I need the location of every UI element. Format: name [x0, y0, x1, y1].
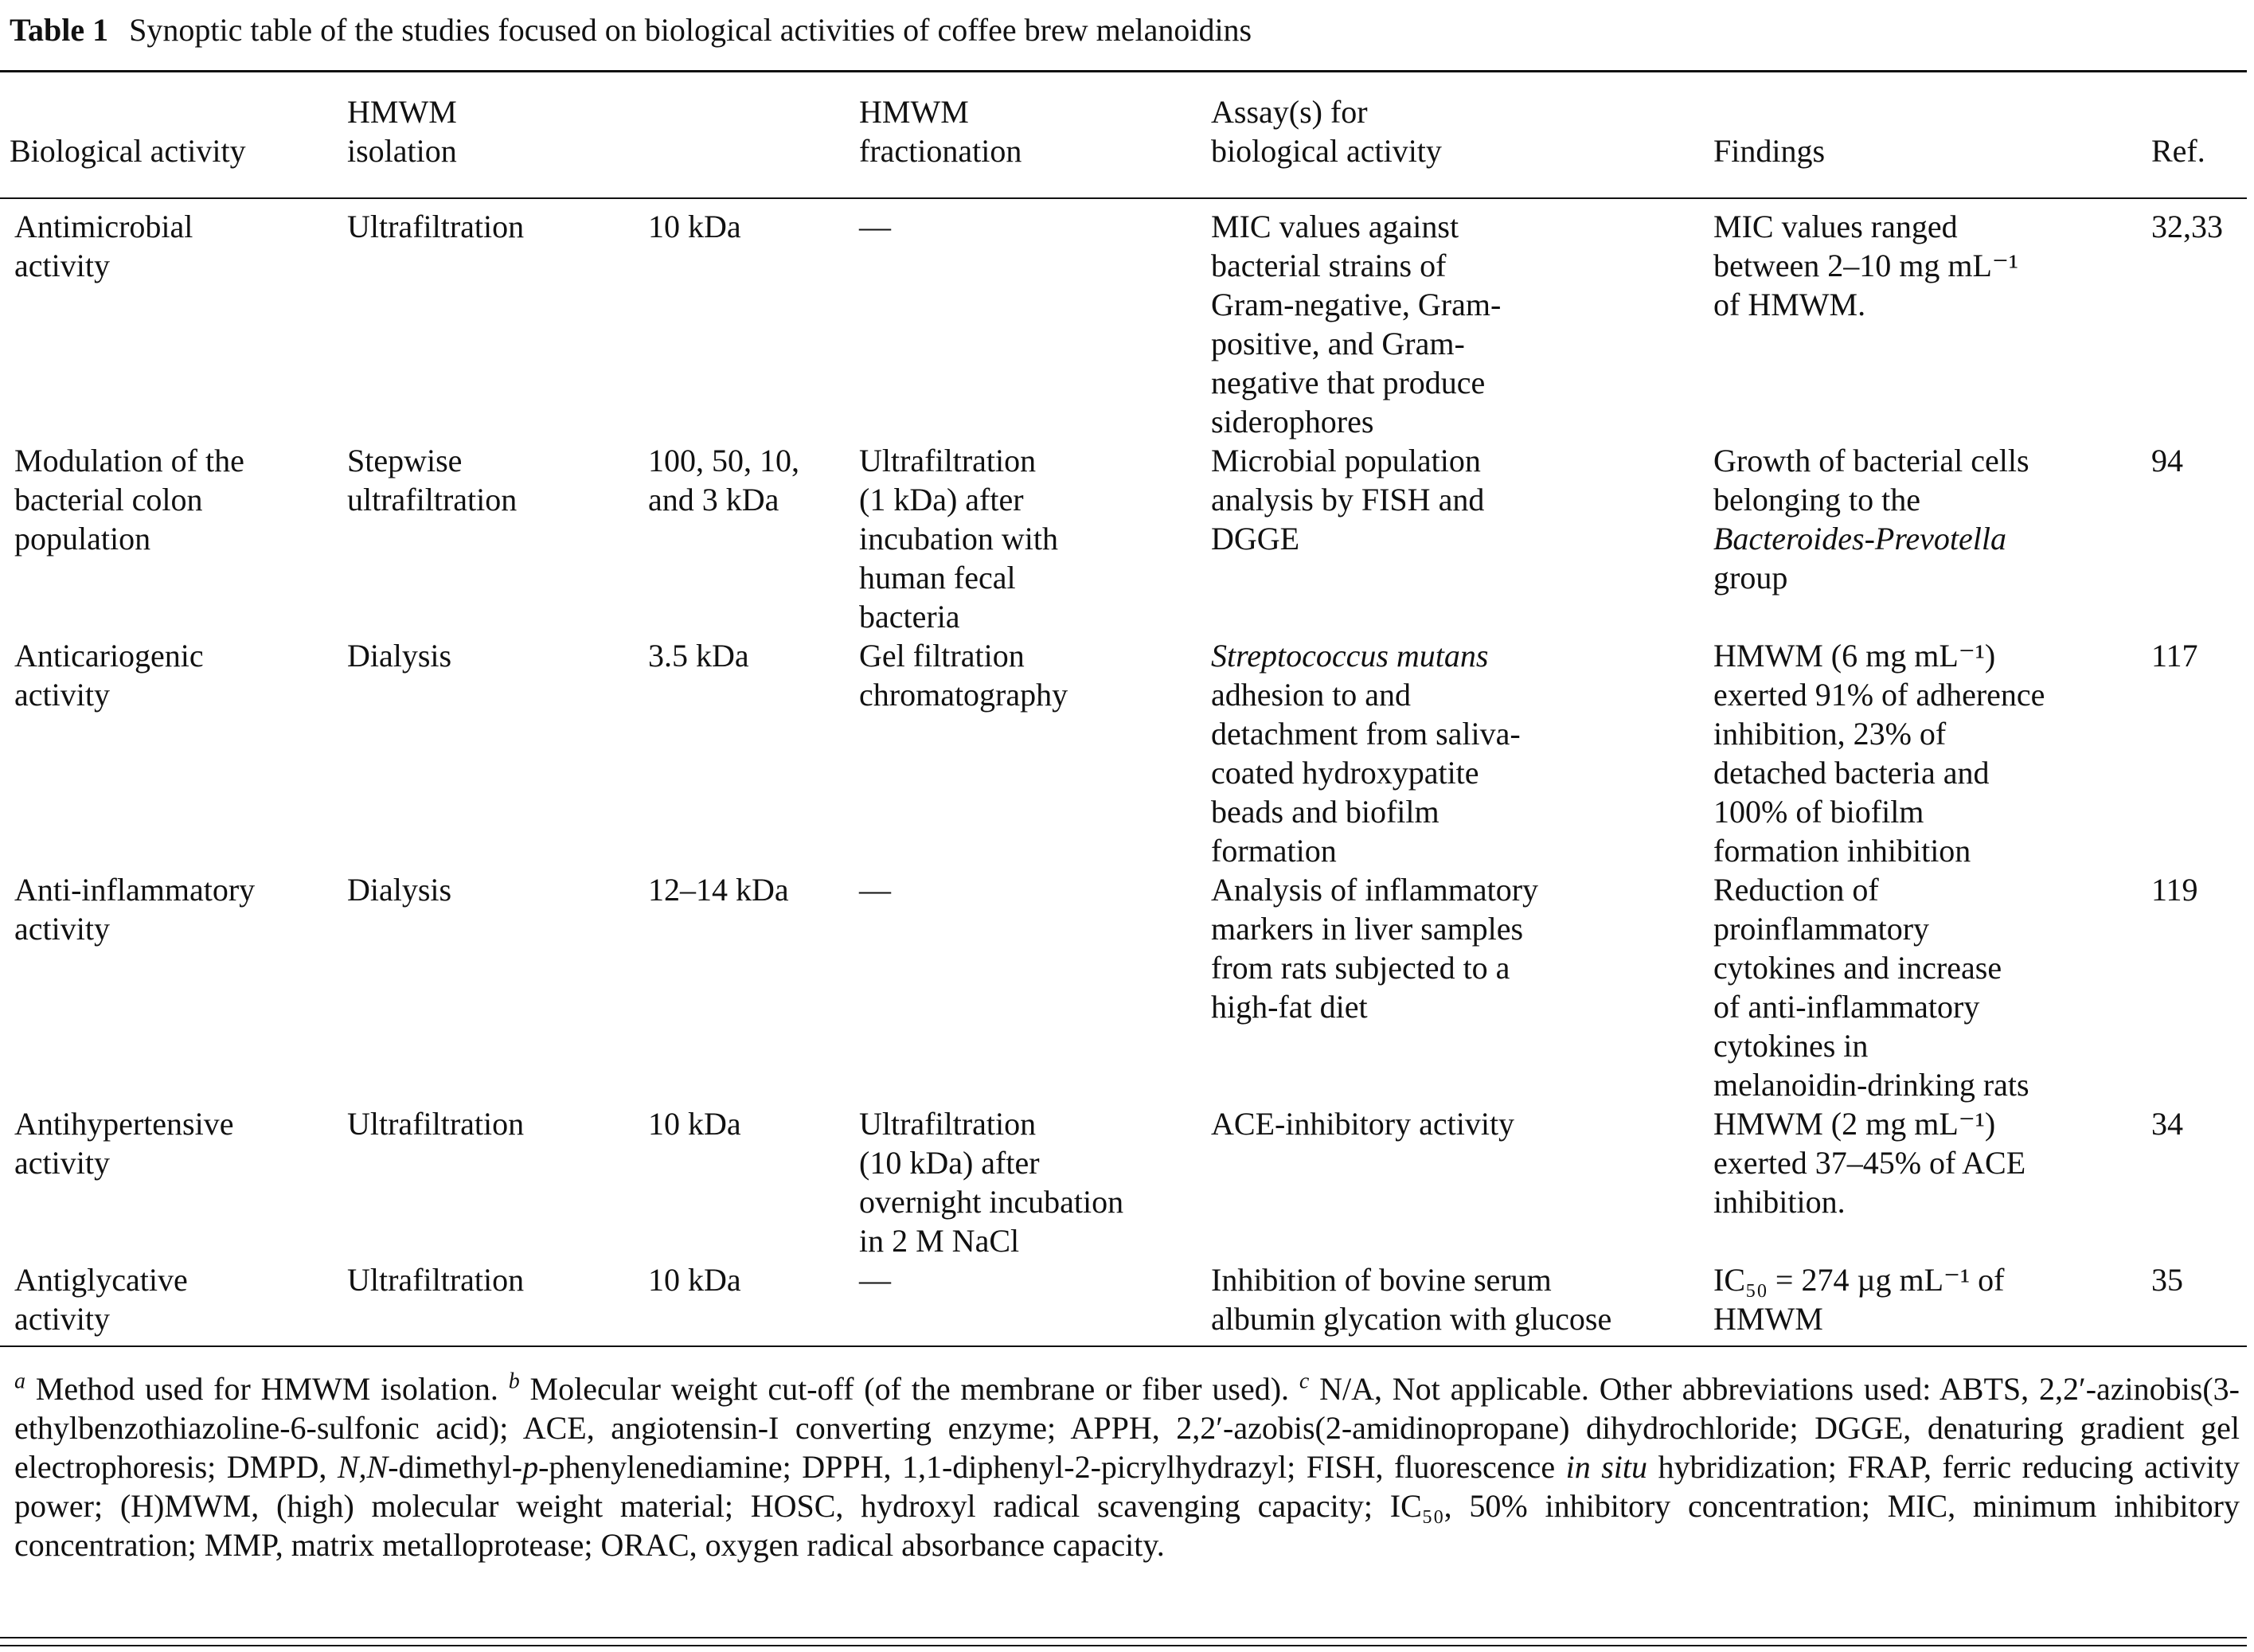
cell-ref: 119	[2151, 872, 2198, 908]
table-caption-text: Synoptic table of the studies focused on biological activities of coffee brew melanoidins	[129, 12, 1252, 48]
cell-activity: Anticariogenic activity	[14, 638, 204, 713]
column-header-findings: Findings	[1713, 133, 1826, 169]
footnote-mark-c: c	[1299, 1369, 1310, 1394]
footnote-text-f: hybridization; FRAP, ferric reducing activity power; (H)MWM, (high) molecular weight material; HOSC, hydroxyl radical scavenging capacity; IC₅₀, 50% inhibitory concentration; MIC, minimum inhibitory concentration; MMP, matrix metalloprotease; ORAC, oxygen radical absorbance capacity.	[14, 1449, 2240, 1563]
table-header-row	[0, 89, 2247, 170]
cell-cutoff: 3.5 kDa	[648, 638, 749, 674]
cell-ref: 34	[2151, 1106, 2183, 1142]
assay-text: adhesion to and detachment from saliva- coated hydroxypatite beads and biofilm formation	[1211, 677, 1521, 869]
cell-assay: Microbial population analysis by FISH and DGGE	[1211, 443, 1485, 557]
table-row	[0, 441, 2247, 636]
cell-activity: Modulation of the bacterial colon population	[14, 443, 244, 557]
table-top-rule	[0, 70, 2247, 72]
table-row	[0, 1104, 2247, 1260]
table-caption	[10, 8, 1252, 53]
cell-ref: 32,33	[2151, 209, 2223, 244]
page-bottom-rule-second	[0, 1645, 2247, 1646]
cell-cutoff: 12–14 kDa	[648, 872, 789, 908]
cell-assay: Analysis of inflammatory markers in liver samples from rats subjected to a high-fat diet	[1211, 872, 1539, 1025]
cell-findings: HMWM (6 mg mL⁻¹) exerted 91% of adherence inhibition, 23% of detached bacteria and 100% of biofilm formation inhibition	[1713, 638, 2045, 869]
cell-cutoff: 10 kDa	[648, 1262, 741, 1298]
column-header-isolation: HMWM isolation	[347, 94, 457, 169]
footnote-italic: in situ	[1565, 1449, 1647, 1485]
cell-fractionation: —	[859, 1262, 891, 1298]
table-row	[0, 1260, 2247, 1338]
footnote-text-a: Method used for HMWM isolation.	[25, 1371, 509, 1407]
cell-fractionation: —	[859, 872, 891, 908]
findings-text-end: group	[1713, 560, 1788, 596]
cell-fractionation: Gel filtration chromatography	[859, 638, 1068, 713]
cell-isolation: Dialysis	[347, 638, 452, 674]
footnote-text-b: Molecular weight cut-off (of the membrane or fiber used).	[519, 1371, 1299, 1407]
footnote-italic: N,N	[337, 1449, 389, 1485]
cell-ref: 117	[2151, 638, 2198, 674]
column-header-activity: Biological activity	[10, 133, 246, 169]
cell-assay: MIC values against bacterial strains of Gram-negative, Gram- positive, and Gram- negative that produce siderophores	[1211, 209, 1502, 439]
column-header-ref: Ref.	[2151, 133, 2205, 169]
cell-findings: Reduction of proinflammatory cytokines and increase of anti-inflammatory cytokines in melanoidin-drinking rats	[1713, 872, 2029, 1103]
cell-findings: IC₅₀ = 274 µg mL⁻¹ of HMWM	[1713, 1262, 2005, 1337]
table-row	[0, 207, 2247, 441]
cell-assay: ACE-inhibitory activity	[1211, 1106, 1515, 1142]
cell-assay	[1211, 636, 1713, 870]
cell-cutoff: 10 kDa	[648, 209, 741, 244]
footnote-text-e: -phenylenediamine; DPPH, 1,1-diphenyl-2-picrylhydrazyl; FISH, fluorescence	[538, 1449, 1566, 1485]
cell-fractionation: Ultrafiltration (1 kDa) after incubation with human fecal bacteria	[859, 443, 1058, 635]
table	[0, 89, 2247, 1338]
cell-isolation: Dialysis	[347, 872, 452, 908]
cell-findings: MIC values ranged between 2–10 mg mL⁻¹ of HMWM.	[1713, 209, 2019, 322]
cell-assay: Inhibition of bovine serum albumin glycation with glucose	[1211, 1262, 1612, 1337]
cell-fractionation: Ultrafiltration (10 kDa) after overnight incubation in 2 M NaCl	[859, 1106, 1124, 1259]
footnote-text-d: -dimethyl-	[388, 1449, 523, 1485]
column-header-cutoff	[648, 89, 859, 170]
table-footnote	[14, 1369, 2240, 1564]
cell-cutoff: 10 kDa	[648, 1106, 741, 1142]
cell-findings: HMWM (2 mg mL⁻¹) exerted 37–45% of ACE inhibition.	[1713, 1106, 2026, 1220]
cell-findings	[1713, 441, 2151, 636]
cell-activity: Anti-inflammatory activity	[14, 872, 256, 947]
cell-isolation: Ultrafiltration	[347, 1106, 525, 1142]
page-bottom-rule	[0, 1637, 2247, 1638]
cell-ref: 35	[2151, 1262, 2183, 1298]
table-row	[0, 870, 2247, 1104]
column-header-assay: Assay(s) for biological activity	[1211, 94, 1442, 169]
cell-ref: 94	[2151, 443, 2183, 478]
assay-italic-species: Streptococcus mutans	[1211, 638, 1489, 674]
table-label: Table 1	[10, 12, 109, 48]
footnote-mark-b: b	[508, 1369, 520, 1394]
cell-isolation: Ultrafiltration	[347, 1262, 525, 1298]
cell-isolation: Stepwise ultrafiltration	[347, 443, 518, 517]
findings-text: Growth of bacterial cells belonging to the	[1713, 443, 2029, 517]
footnote-text-c: N/A, Not applicable. Other abbreviations used: ABTS, 2,2′-azinobis(3-ethylbenzothiazoline-6-sulfonic acid); ACE, angiotensin-I converting enzyme; APPH, 2,2′-azobis(2-amidinopropane) dihydrochloride; DGGE, denaturing gradient gel electrophoresis; DMPD,	[14, 1371, 2240, 1485]
column-header-fractionation: HMWM fractionation	[859, 94, 1022, 169]
cell-fractionation: —	[859, 209, 891, 244]
findings-italic-taxon: Bacteroides-Prevotella	[1713, 521, 2007, 557]
cell-activity: Antiglycative activity	[14, 1262, 188, 1337]
footnote-mark-a: a	[14, 1369, 25, 1394]
table-row	[0, 636, 2247, 870]
table-body-rule	[0, 1345, 2247, 1347]
cell-cutoff: 100, 50, 10, and 3 kDa	[648, 443, 799, 517]
footnote-italic: p	[522, 1449, 539, 1485]
cell-activity: Antimicrobial activity	[14, 209, 193, 283]
cell-isolation: Ultrafiltration	[347, 209, 525, 244]
cell-activity: Antihypertensive activity	[14, 1106, 234, 1181]
